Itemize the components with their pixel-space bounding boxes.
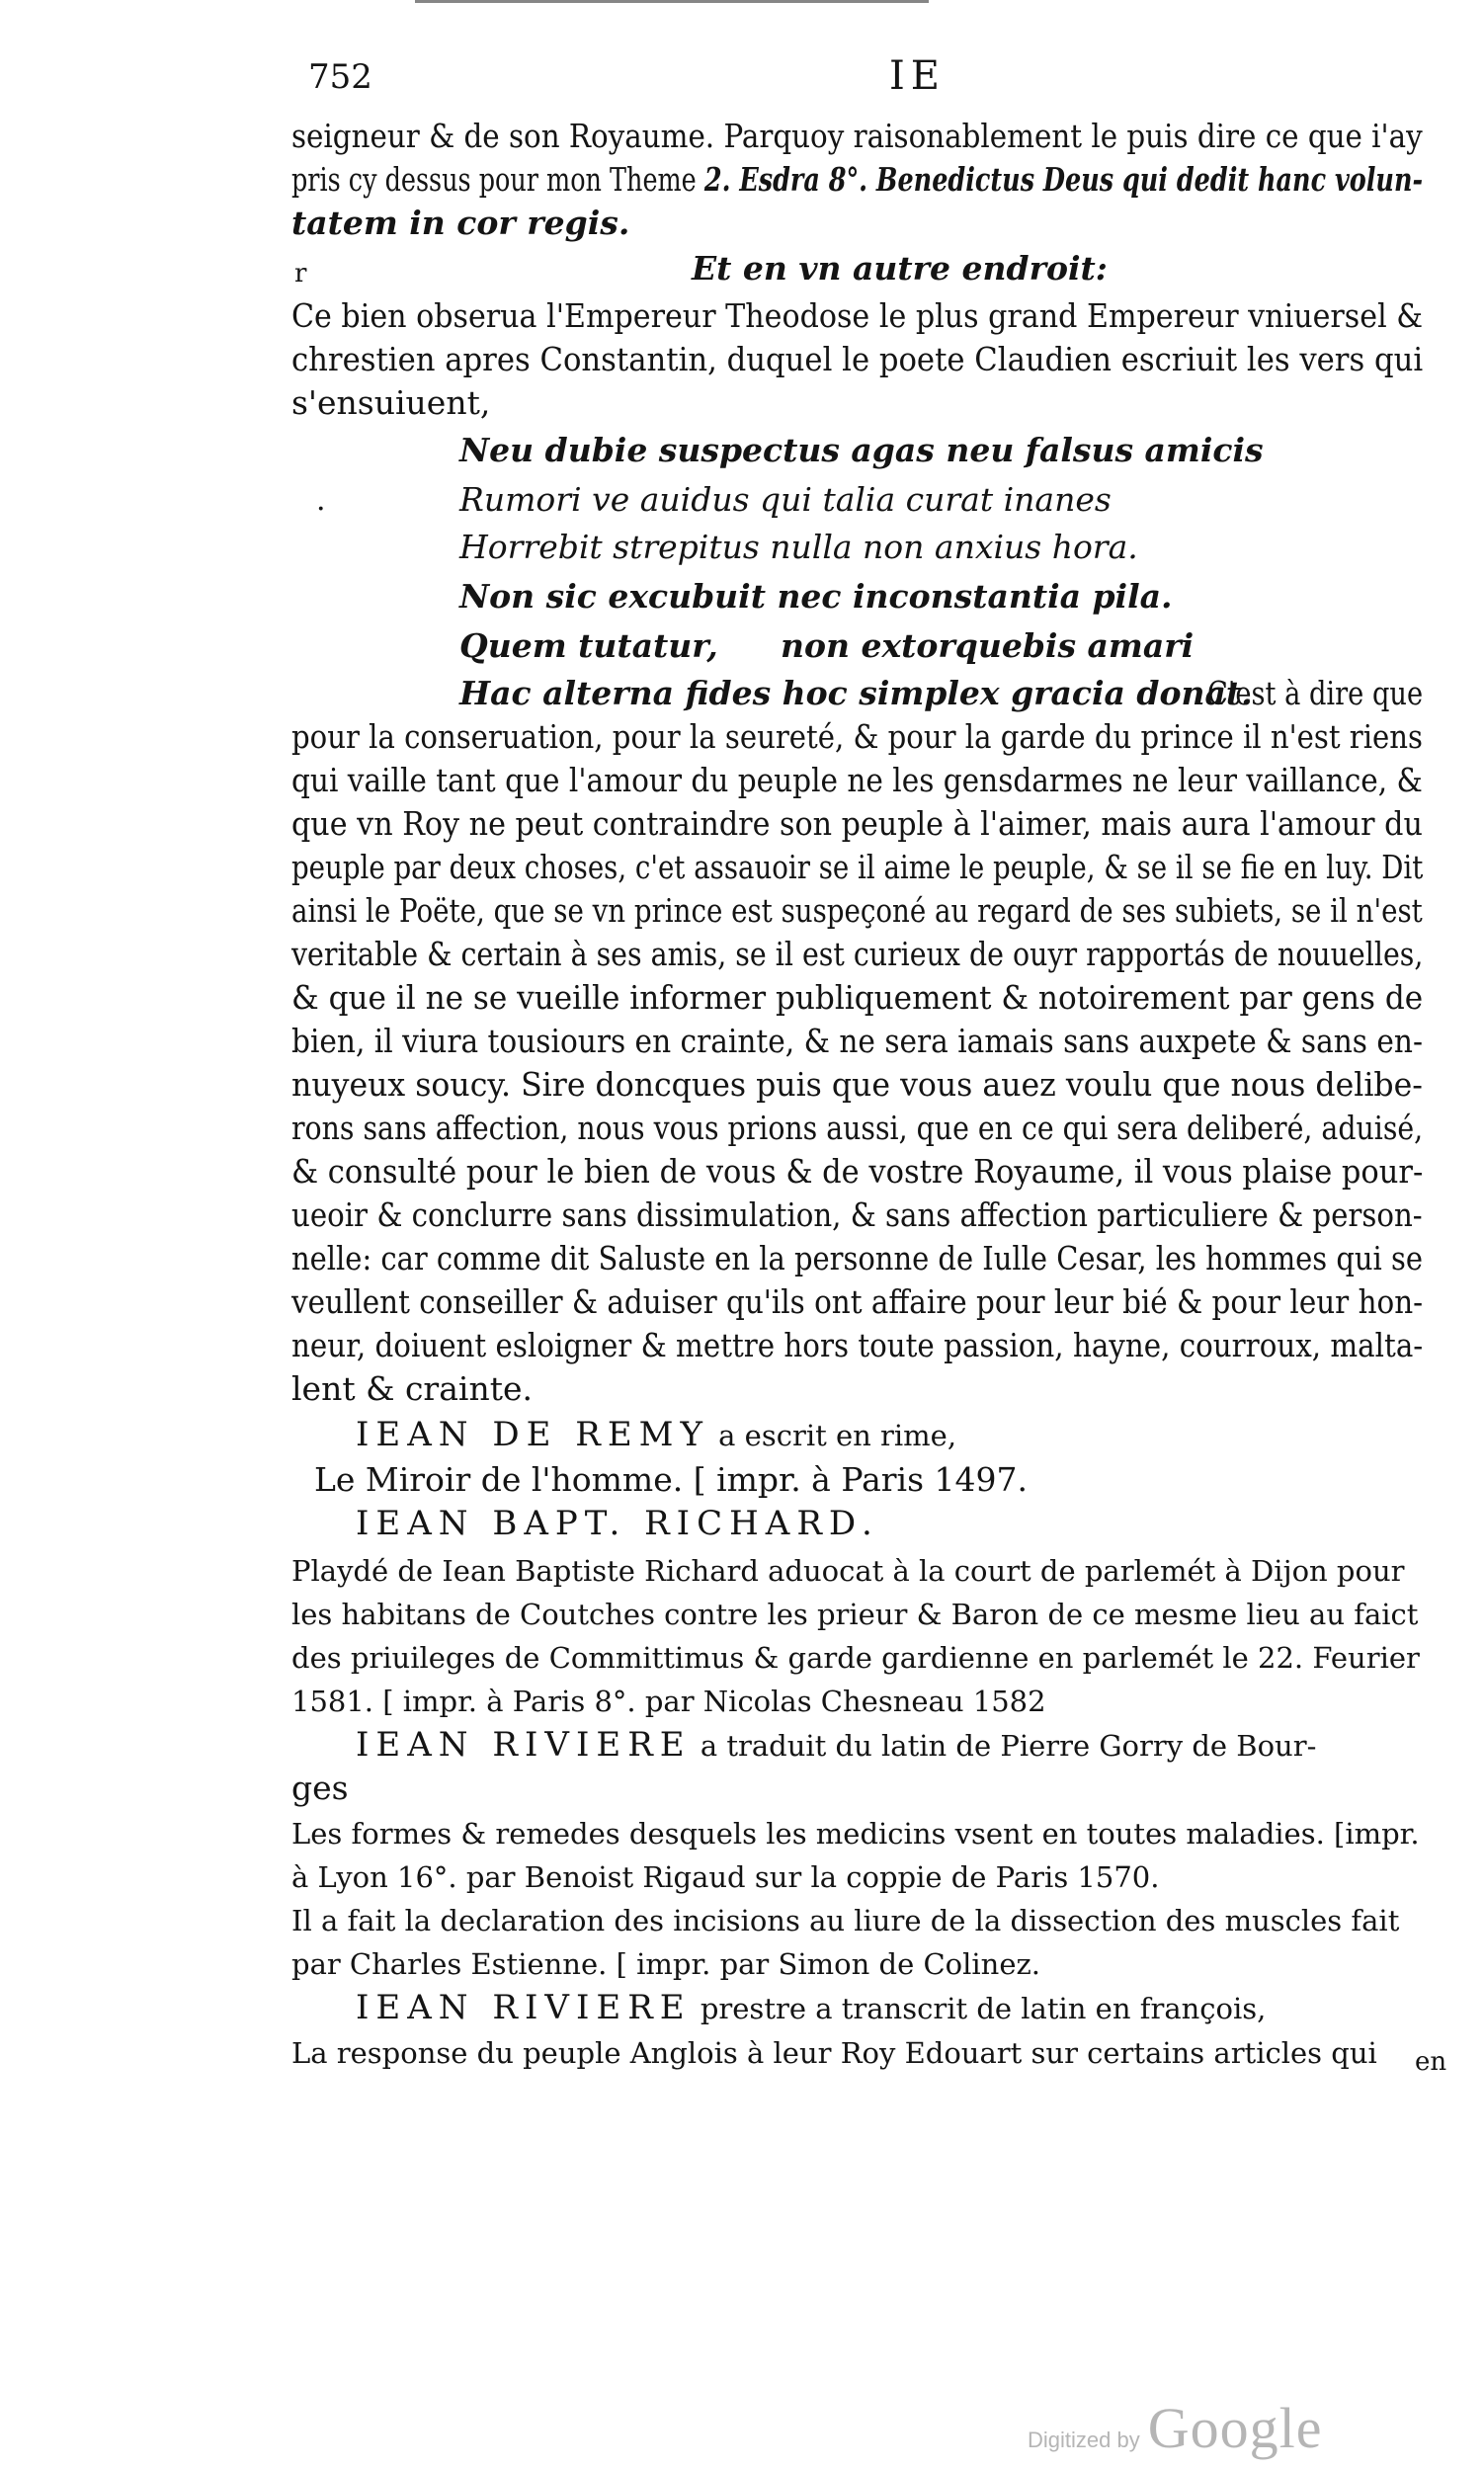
text-line: chrestien apres Constantin, duquel le poete Claudien escriuit les vers qui [291, 340, 1424, 378]
running-head: IE [889, 53, 946, 99]
entry-text: prestre a transcrit de latin en françois, [691, 1992, 1267, 2025]
text-line: ainsi le Poëte, que se vn prince est suspeçoné au regard de ses subiets, se il n'est [291, 891, 1423, 930]
top-edge-rule [415, 0, 929, 13]
text-line: veullent conseiller & aduiser qu'ils ont affaire pour leur bié & pour leur hon- [291, 1282, 1424, 1321]
latin-citation: 2. Esdra 8°. Benedictus Deus qui dedit hanc volun- [703, 160, 1424, 199]
text-line: pour la conseruation, pour la seureté, & pour la garde du prince il n'est riens [291, 717, 1424, 756]
text-line: rons sans affection, nous vous prions aussi, que en ce qui sera deliberé, aduisé, [291, 1109, 1424, 1147]
digitized-by-label: Digitized by [1028, 2428, 1140, 2452]
entry-heading [356, 1725, 1316, 1766]
verse-line: Non sic excubuit nec inconstantia pila. [459, 577, 1173, 616]
text-line: nuyeux soucy. Sire doncques puis que vous auez voulu que nous delibe- [291, 1065, 1423, 1104]
entry-work: Playdé de Iean Baptiste Richard aduocat à la court de parlemét à Dijon pour [291, 1554, 1405, 1588]
author-name: IEAN RIVIERE [356, 1725, 692, 1765]
verse-line: Rumori ve auidus qui talia curat inanes [459, 480, 1112, 519]
margin-mark: r [294, 259, 307, 288]
text-span: pris cy dessus pour mon Theme [291, 160, 704, 199]
author-name: IEAN RIVIERE [356, 1988, 692, 2027]
entry-work: 1581. [ impr. à Paris 8°. par Nicolas Chesneau 1582 [291, 1685, 1046, 1718]
catchword: en [1415, 2047, 1447, 2077]
entry-work: les habitans de Coutches contre les prieur & Baron de ce mesme lieu au faict [291, 1598, 1419, 1631]
section-heading: Et en vn autre endroit: [692, 249, 1108, 288]
entry-text: a escrit en rime, [708, 1419, 957, 1452]
latin-citation-line: tatem in cor regis. [291, 204, 630, 242]
author-name: IEAN DE REMY [356, 1415, 709, 1454]
verse-line: non extorquebis amari [781, 626, 1195, 665]
stray-mark: · [316, 492, 326, 527]
verse-line: Quem tutatur, [459, 626, 718, 665]
text-line: qui vaille tant que l'amour du peuple ne les gensdarmes ne leur vaillance, & [291, 761, 1423, 799]
text-line: & consulté pour le bien de vous & de vostre Royaume, il vous plaise pour- [291, 1152, 1424, 1191]
entry-work: Il a fait la declaration des incisions au liure de la dissection des muscles fait [291, 1904, 1400, 1937]
text-line: peuple par deux choses, c'et assauoir se il aime le peuple, & se il se fie en luy. Dit [291, 848, 1424, 886]
entry-work: à Lyon 16°. par Benoist Rigaud sur la coppie de Paris 1570. [291, 1860, 1160, 1894]
text-line: ges [291, 1769, 349, 1807]
text-line: Ce bien obserua l'Empereur Theodose le plus grand Empereur vniuersel & [291, 296, 1424, 335]
verse-line: Horrebit strepitus nulla non anxius hora. [459, 528, 1138, 566]
entry-work: Les formes & remedes desquels les medicins vsent en toutes maladies. [impr. [291, 1817, 1420, 1851]
entry-work: par Charles Estienne. [ impr. par Simon de Colinez. [291, 1947, 1040, 1981]
text-line: seigneur & de son Royaume. Parquoy raisonablement le puis dire ce que i'ay [291, 117, 1423, 155]
verse-line: Neu dubie suspectus agas neu falsus amicis [459, 431, 1264, 469]
author-name: IEAN BAPT. RICHARD. [356, 1504, 879, 1543]
text-line: que vn Roy ne peut contraindre son peuple à l'aimer, mais aura l'amour du [291, 804, 1423, 843]
text-line: s'ensuiuent, [291, 383, 491, 422]
page-number: 752 [308, 57, 372, 97]
text-line: neur, doiuent esloigner & mettre hors toute passion, hayne, courroux, malta- [291, 1326, 1424, 1364]
text-line: bien, il viura tousiours en crainte, & ne sera iamais sans auxpete & sans en- [291, 1022, 1423, 1060]
entry-work: Le Miroir de l'homme. [ impr. à Paris 1497. [314, 1460, 1028, 1499]
google-logo: Google [1147, 2396, 1323, 2460]
entry-heading [356, 1415, 956, 1455]
entry-heading [356, 1988, 1266, 2028]
entry-work: La response du peuple Anglois à leur Roy Edouart sur certains articles qui [291, 2036, 1377, 2070]
text-line: veritable & certain à ses amis, se il est curieux de ouyr rapportás de nouuelles, [291, 935, 1424, 973]
text-line: nelle: car comme dit Saluste en la personne de Iulle Cesar, les hommes qui se [291, 1239, 1424, 1277]
entry-text: a traduit du latin de Pierre Gorry de Bour- [691, 1729, 1317, 1763]
text-line: lent & crainte. [291, 1369, 533, 1408]
entry-work: des priuileges de Committimus & garde gardienne en parlemét le 22. Feurier [291, 1641, 1420, 1675]
digitized-watermark [1028, 2395, 1322, 2461]
text-line: ueoir & conclurre sans dissimulation, & sans affection particuliere & person- [291, 1195, 1423, 1234]
text-line [291, 160, 1423, 200]
verse-line: Hac alterna fides hoc simplex gracia donat. [459, 674, 1253, 712]
text-line: C'est à dire que [1207, 674, 1424, 712]
text-line: & que il ne se vueille informer publiquement & notoirement par gens de [291, 978, 1424, 1017]
